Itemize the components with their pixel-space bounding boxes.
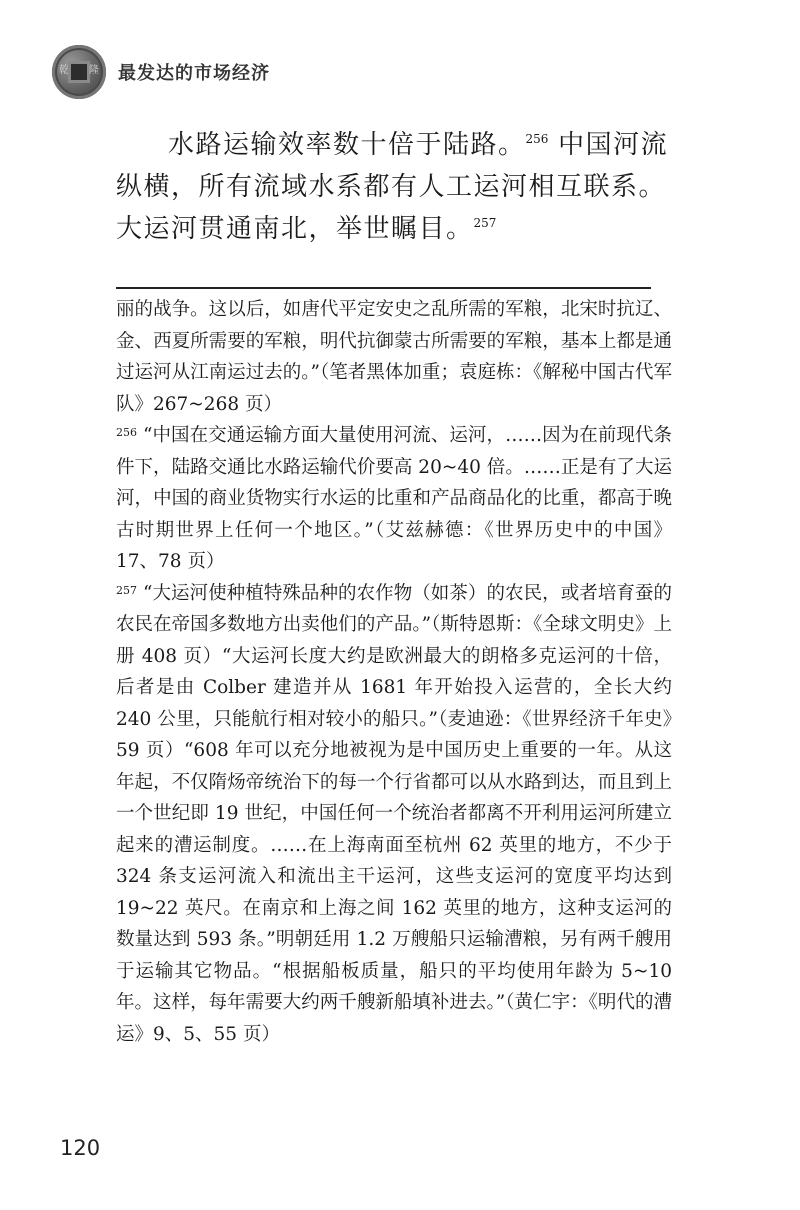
main-paragraph: [116, 124, 672, 250]
footnote-ref-256: 256: [525, 132, 549, 146]
footnote-divider: [116, 287, 651, 289]
footnote-number-257: 257: [116, 583, 137, 597]
footnote-256: [116, 420, 672, 578]
footnote-ref-257: 257: [473, 216, 497, 230]
footnote-number-256: 256: [116, 426, 137, 439]
coin-hole: [71, 64, 87, 80]
footnote-257-text: “大运河使种植特殊品种的农作物（如茶）的农民，或者培育蚕的农民在帝国多数地方出卖他们的产品。”（斯特恩斯：《全球文明史》上册 408 页）“大运河长度大约是欧洲最大的朗格多克运河的十倍，后者是由 Colber 建造并从 1681 年开始投入运营的，全长大约 240 公里，只能航行相对较小的船只。”（麦迪逊：《世界经济千年史》59 页）“608 年可以充分地被视为是中国历史上重要的一年。从这年起，不仅隋炀帝统治下的每一个行省都可以从水路到达，而且到上一个世纪即 19 世纪，中国任何一个统治者都离不开利用运河所建立起来的漕运制度。……在上海南面至杭州 62 英里的地方，不少于 324 条支运河流入和流出主干运河，这些支运河的宽度平均达到 19~22 英尺。在南京和上海之间 162 英里的地方，这种支运河的数量达到 593 条。”明朝廷用 1.2 万艘船只运输漕粮，另有两千艘用于运输其它物品。“根据船板质量，船只的平均使用年龄为 5~10 年。这样，每年需要大约两千艘新船填补进去。”（黄仁宇：《明代的漕运》9、5、55 页）: [116, 582, 672, 1045]
coin-logo-icon: [52, 45, 106, 99]
coin-glyph-left: 乾: [59, 65, 69, 76]
footnote-continued: 丽的战争。这以后，如唐代平定安史之乱所需的军粮，北宋时抗辽、金、西夏所需要的军粮，明代抗御蒙古所需要的军粮，基本上都是通过运河从江南运过去的。”（笔者黑体加重；袁庭栋：《解秘中国古代军队》267~268 页）: [116, 299, 672, 415]
coin-glyph-right: 隆: [89, 65, 99, 76]
footnote-256-text: “中国在交通运输方面大量使用河流、运河，……因为在前现代条件下，陆路交通比水路运输代价要高 20~40 倍。……正是有了大运河，中国的商业货物实行水运的比重和产品商品化的比重，都高于晚古时期世界上任何一个地区。”（艾兹赫德：《世界历史中的中国》17、78 页）: [116, 425, 672, 572]
main-sentence-1: 水路运输效率数十倍于陆路。: [168, 130, 526, 160]
footnote-257: [116, 578, 672, 1051]
main-sentence-2: 中国河流纵横，所有流域水系都有人工运河相互联系。大运河贯通南北，举世瞩目。: [116, 130, 669, 244]
header-title: 最发达的市场经济: [118, 63, 270, 84]
page-number: 120: [60, 1136, 101, 1160]
footnotes-area: [116, 294, 672, 1050]
running-header: [52, 44, 270, 100]
